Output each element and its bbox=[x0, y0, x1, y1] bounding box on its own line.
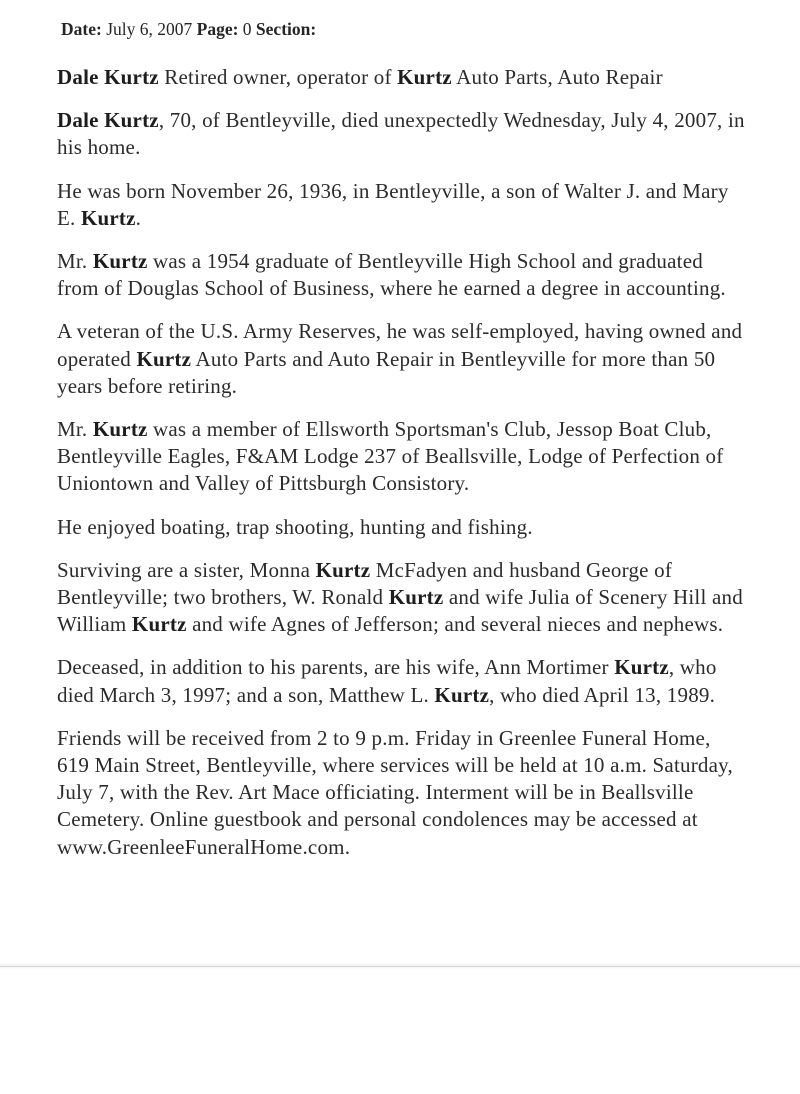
obituary-paragraph-list bbox=[57, 107, 747, 861]
scan-seam-line bbox=[0, 966, 800, 967]
body-text: Friends will be received from 2 to 9 p.m. Friday in Greenlee Funeral Home, 619 Main Street, Bentleyville, where services will be held at 10 a.m. Saturday, July 7, with the Rev. Art Mace officiating. Interment will be in Beallsville Cemetery. Online guestbook and personal condolences may be accessed at www.GreenleeFuneralHome.com. bbox=[57, 725, 733, 859]
body-text: He was born November 26, 1936, in Bentleyville, a son of Walter J. and Mary E. bbox=[57, 178, 729, 230]
body-text: Mr. bbox=[57, 249, 93, 274]
emphasis-text: Kurtz bbox=[315, 557, 371, 582]
emphasis-text: Kurtz bbox=[92, 249, 148, 274]
paragraph-survivors bbox=[57, 557, 747, 639]
body-text: was a 1954 graduate of Bentleyville High School and graduated from of Douglas School of Business, where he earned a degree in accounting. bbox=[57, 249, 726, 301]
paragraph-predeceased bbox=[57, 654, 747, 708]
body-text: A veteran of the U.S. Army Reserves, he was self-employed, having owned and operated bbox=[57, 319, 743, 371]
emphasis-text: Kurtz bbox=[614, 655, 669, 680]
body-text: He enjoyed boating, trap shooting, hunting and fishing. bbox=[57, 514, 533, 539]
paragraph-education bbox=[57, 248, 747, 302]
emphasis-text: Kurtz bbox=[388, 585, 444, 610]
paragraph-memberships bbox=[57, 416, 747, 498]
emphasis-text: Kurtz bbox=[434, 682, 490, 707]
body-text: Mr. bbox=[57, 417, 93, 442]
emphasis-text: Kurtz bbox=[80, 205, 136, 230]
body-text: . bbox=[135, 205, 142, 230]
emphasis-text: Kurtz bbox=[136, 346, 192, 371]
obituary-body bbox=[57, 0, 747, 877]
body-text: Surviving are a sister, Monna bbox=[57, 557, 316, 582]
section-label: Section: bbox=[255, 19, 317, 39]
paragraph-career bbox=[57, 318, 747, 400]
body-text: Deceased, in addition to his parents, are his wife, Ann Mortimer bbox=[57, 655, 615, 680]
page-label: Page: bbox=[196, 19, 239, 39]
body-text: Auto Parts and Auto Repair in Bentleyville for more than 50 years before retiring. bbox=[57, 346, 716, 398]
headline-role: Retired owner, operator of bbox=[158, 65, 398, 89]
emphasis-text: Dale Kurtz bbox=[57, 108, 159, 133]
body-text: , who died March 3, 1997; and a son, Matthew L. bbox=[57, 655, 717, 707]
body-text: and wife Agnes of Jefferson; and several nieces and nephews. bbox=[186, 612, 724, 637]
headline-deceased-name: Dale Kurtz bbox=[57, 65, 159, 89]
body-text: , who died April 13, 1989. bbox=[489, 682, 716, 707]
body-text: , 70, of Bentleyville, died unexpectedly Wednesday, July 4, 2007, in his home. bbox=[57, 108, 745, 160]
headline-business-tail: Auto Parts, Auto Repair bbox=[451, 65, 663, 89]
body-text: was a member of Ellsworth Sportsman's Club, Jessop Boat Club, Bentleyville Eagles, F&AM Lodge 237 of Beallsville, Lodge of Perfection of Uniontown and Valley of Pittsburgh Consistory. bbox=[57, 417, 724, 496]
paragraph-birth bbox=[57, 178, 747, 232]
emphasis-text: Kurtz bbox=[131, 612, 187, 637]
paragraph-hobbies bbox=[57, 514, 747, 541]
page-value: 0 bbox=[242, 19, 252, 39]
body-text: McFadyen and husband George of Bentleyville; two brothers, W. Ronald bbox=[57, 557, 673, 610]
date-value: July 6, 2007 bbox=[106, 19, 193, 39]
date-label: Date: bbox=[61, 19, 102, 39]
body-text: and wife Julia of Scenery Hill and William bbox=[57, 585, 743, 637]
emphasis-text: Kurtz bbox=[92, 417, 148, 442]
paragraph-death-notice bbox=[57, 107, 747, 161]
headline-business-name: Kurtz bbox=[397, 65, 452, 89]
obituary-headline bbox=[57, 64, 747, 91]
paragraph-services bbox=[57, 725, 747, 861]
